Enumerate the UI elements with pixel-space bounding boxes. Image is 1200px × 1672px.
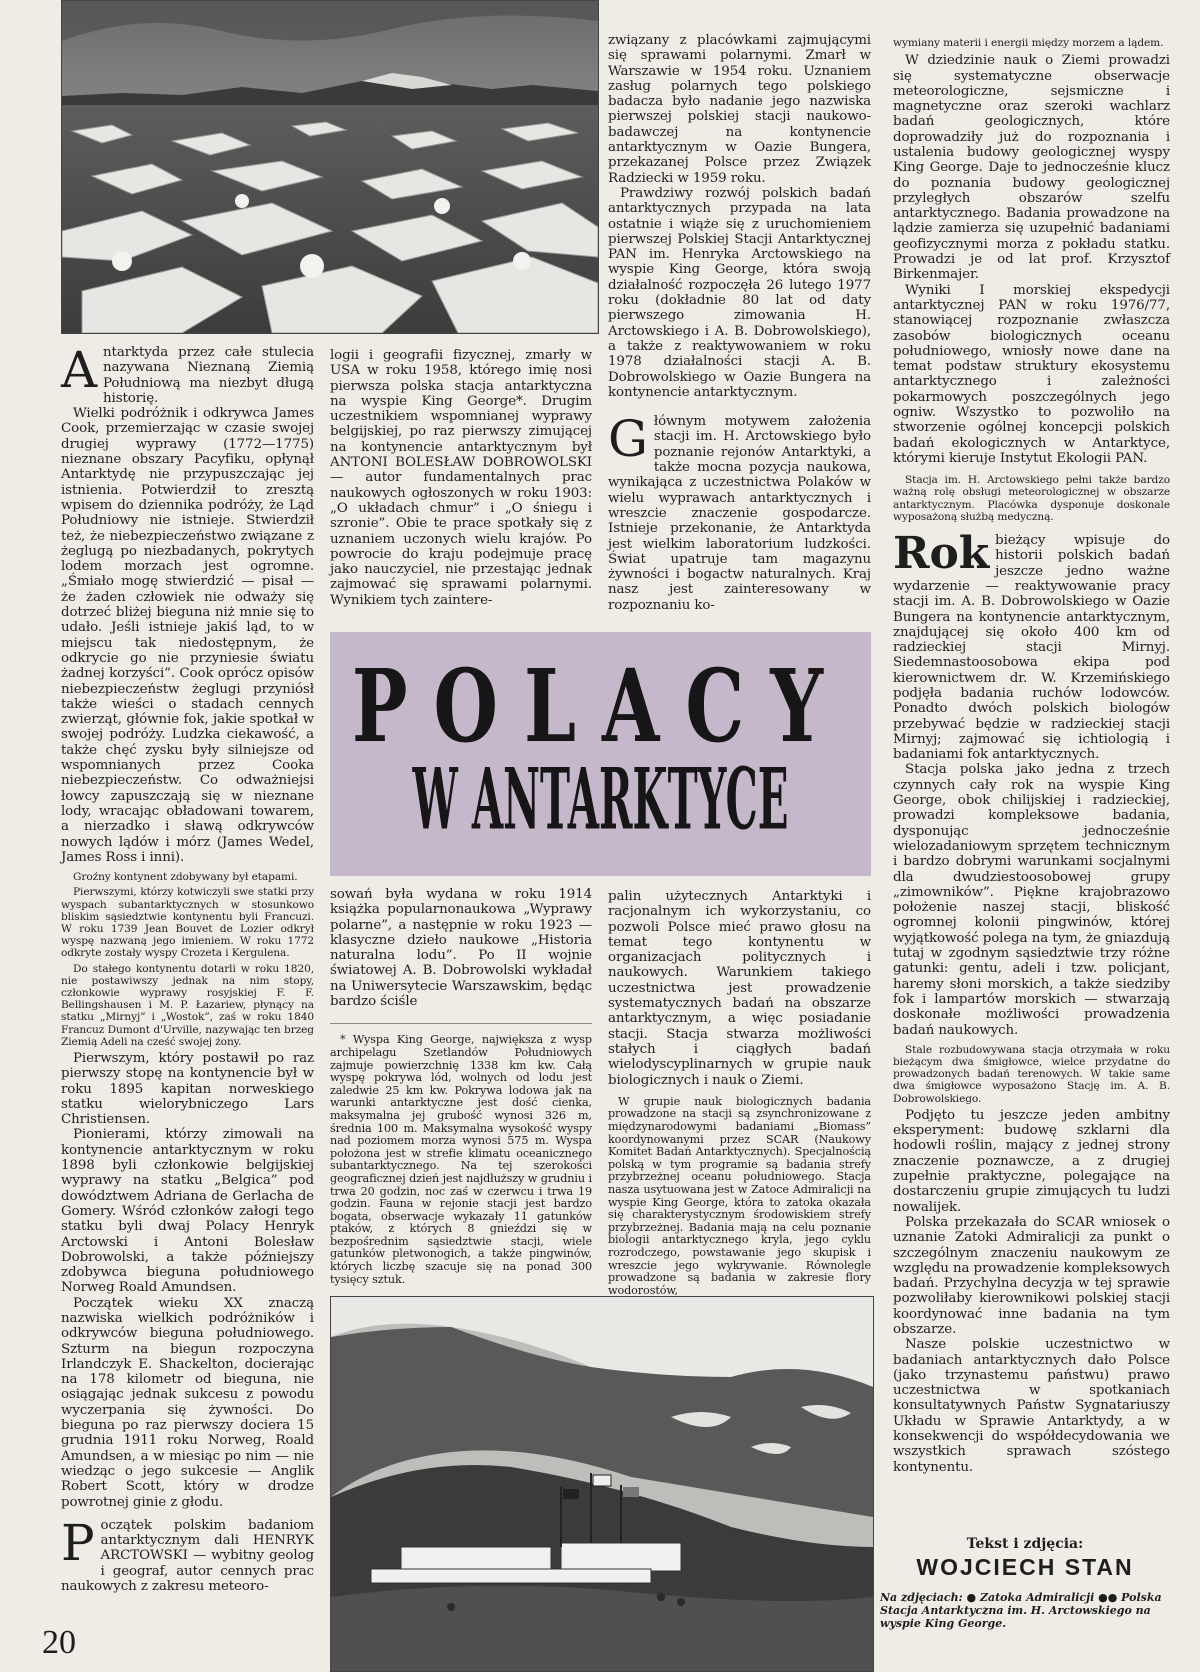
expedition-paragraph: Wyniki I morskiej ekspedycji antarktycznej PAN w roku 1976/77, stanowiącej rozpoznanie zwłaszcza zasobów biologicznych oceanu południowego, wniosły nowe dane na temat podstaw struktury ekosystemu antarktycznego i zależności pokarmowych poszczególnych jego ogniw. Wszystko to pozwoliło na stworzenie ogólnej koncepcji polskich badań ekologicznych w Antarktyce, którymi kieruje Instytut Ekologii PAN. bbox=[893, 282, 1170, 466]
caption-helicopters-text: Stale rozbudowywana stacja otrzymała w roku bieżącym dwa śmigłowce, wielce przydatne do prowadzonych badań terenowych. W takie same dwa śmigłowce wyposażono Stację im. A. B. Dobrowolskiego. bbox=[893, 1043, 1170, 1105]
dropcap-p: P bbox=[61, 1513, 95, 1572]
author-name: WOJCIECH STAN bbox=[916, 1554, 1134, 1580]
scar-paragraph: Polska przekazała do SCAR wniosek o uznanie Zatoki Admiralicji za punkt o szczególnym znaczeniu naukowym ze względu na prowadzenie kompleksowych badań. Przychylna decyzja w tej sprawie pozwoliłaby kierownikowi polskiej stacji koordynować inne badania na tym obszarze. bbox=[893, 1214, 1170, 1337]
biology-note bbox=[608, 1096, 871, 1298]
earth-sciences-paragraph: W dziedzinie nauk o Ziemi prowadzi się systematyczne obserwacje meteorologiczne, sejsmiczne i magnetyczne oraz szeroki wachlarz badań geologicznych, które doprowadziły już do rozpoznania i ustalenia budowy geologicznej wyspy King George. Daje to jednocześnie klucz do poznania budowy geologicznej przyległych obszarów szelfu antarktycznego. Badania prowadzone na lądzie zamierza się uzupełnić badaniami geofizycznymi morza z pokładu statku. Prowadzi je od lat prof. Krzysztof Birkenmajer. bbox=[893, 53, 1170, 283]
headline-line-1: POLACY bbox=[351, 648, 850, 766]
development-paragraph: Prawdziwy rozwój polskich badań antarktycznych przypada na lata ostatnie i wiąże się z uruchomieniem pierwszej Polskiej Stacji Antarktycznej PAN im. Henryka Arctowskiego na wyspie King George, która swoją działalność rozpoczęła 26 lutego 1977 roku (dokładnie 80 lat od daty pierwszego zimowania H. Arctowskiego i A. B. Dobrowolskiego), a także z reaktywowaniem w roku 1978 działalności stacji A. B. Dobrowolskiego w Oazie Bungera na kontynencie antarktycznym. bbox=[608, 185, 871, 400]
arctowski-paragraph: oczątek polskim badaniom antarktycznym dali HENRYK ARCTOWSKI — wybitny geolog i geograf, autor cennych prac naukowych z zakresu meteoro- bbox=[61, 1517, 314, 1595]
belgica-paragraph: Pionierami, którzy zimowali na kontynencie antarktycznym w roku 1898 byli członkowie belgijskiej wyprawy na statku „Belgica” pod dowództwem Adriana de Gerlacha de Gomery. Wśród członków załogi tego statku byli dwaj Polacy Henryk Arctowski i Antoni Bolesław Dobrowolski, a także późniejszy zdobywca bieguna południowego Norweg Roald Amundsen. bbox=[61, 1127, 314, 1296]
intro-paragraph: ntarktyda przez całe stulecia nazywana Nieznaną Ziemią Południową ma niezbyt długą historię. bbox=[103, 345, 314, 406]
footnote-text: * Wyspa King George, największa z wysp archipelagu Szetlandów Południowych zajmuje powierzchnię 1338 km kw. Całą wyspę pokrywa lód, wolnych od lodu jest zaledwie 25 km kw. Pokrywa lodowa jak na warunki antarktyczne jest dość cienka, maksymalna jej grubość wynosi 326 m, średnia 100 m. Maksymalna wysokość wyspy nad poziomem morza wynosi 575 m. Wyspa położona jest w strefie klimatu oceanicznego subantarktycznego. Na tej szerokości geograficznej dzień jest najdłuższy w grudniu i trwa 20 godzin, noc zaś w czerwcu i trwa 19 godzin. Fauna w rejonie stacji jest bardzo bogata, obserwacje wykazały 11 gatunków ptaków, z których 8 gnieździ się w bezpośrednim sąsiedztwie stacji, wiele gatunków pletwonogich, a także pingwinów, których liczbę szacuje się na ponad 300 tysięcy sztuk. bbox=[330, 1033, 592, 1286]
photo-admiralty-bay bbox=[61, 0, 599, 334]
ice-floes-image bbox=[62, 1, 598, 333]
station-paragraph: Stacja polska jako jedna z trzech czynnych cały rok na wyspie King George, obok chilijskiej i radzieckiej, prowadzi kompleksowe badania, dysponując jednocześnie wielozadaniowym sprzętem technicznym i bardzo dobrymi warunkami socjalnymi dla dwudziestoosobowej grupy „zimowników”. Piękne krajobrazowo położenie naszej stacji, bliskość ogromnej kolonii pingwinów, której wyjątkowość polega na tym, że gniazdują tutaj w zgodnym sąsiedztwie trzy różne gatunki: gentu, adeli i tzw. policjant, haremy słoni morskich, a także siedziby fok i lampartów morskich — stwarzają doskonałe możliwości prowadzenia badań naukowych. bbox=[893, 762, 1170, 1038]
minerals-paragraph: palin użytecznych Antarktyki i racjonalnym ich wykorzystaniu, co pozwoli Polsce mieć prawo głosu na temat tego kontynentu w organizacjach politycznych i naukowych. Warunkiem takiego uczestnictwa jest prowadzenie systematycznych badań na obszarze antarktycznym, a więc posiadanie stacji. Stacja stwarza możliwości stałych i ciągłych badań wielodyscyplinarnych w grupie nauk biologicznych i nauk o Ziemi. bbox=[608, 889, 871, 1088]
caption-line: Do stałego kontynentu dotarli w roku 1820, nie postawiwszy jednak na nim stopy, członkowie wyprawy rosyjskiej F. F. Bellingshausen i M. P. Łazariew, płynący na statku „Mirnyj” i „Wostok”, zaś w roku 1840 Francuz Dumont d'Urville, nazywając ten brzeg Ziemią Adeli na cześć swojej żony. bbox=[61, 962, 314, 1048]
footnote-divider bbox=[330, 1023, 592, 1024]
treaty-paragraph: Nasze polskie uczestnictwo w badaniach antarktycznych dało Polsce (jako trzynastemu państwu) prawo uczestnictwa w spotkaniach konsultatywnych Państw Sygnatariuszy Układu w Sprawie Antarktydy, a w konsekwencji do współdecydowania we wszystkich sprawach szóstego kontynentu. bbox=[893, 1337, 1170, 1475]
headline-panel bbox=[330, 632, 871, 876]
greenhouse-paragraph: Podjęto tu jeszcze jeden ambitny eksperyment: budowę szklarni dla hodowli roślin, mający z jednej strony znaczenie poznawcze, a z drugiej zupełnie praktyczne, polegające na dostarczeniu grupie zimujących tu ludzi nowalijek. bbox=[893, 1107, 1170, 1215]
cook-paragraph: Wielki podróżnik i odkrywca James Cook, przemierzając w czasie swojej drugiej wyprawy (1772—1775) nieznane obszary Pacyfiku, opłynął Antarktydę nie przypuszczając jej istnienia. Potwierdził to zresztą wpisem do dziennika podróży, że Ląd Południowy nie istnieje. Stwierdził też, że niebezpieczeństwo związane z żeglugą po niezbadanych, pokrytych lodem morzach jest ogromne. „Śmiało mogę stwierdzić — pisał — że żaden człowiek nie odważy się dotrzeć bliżej bieguna niż mnie się to udało. Jeśli istnieje jakiś ląd, to w miejscu tak niedostępnym, że odkrycie go nie przyniesie światu żadnej korzyści”. Cook oprócz opisów niebezpieczeństw żeglugi przyniósł także wieści o stadach cennych zwierząt, głównie fok, jakie spotkał w swojej podróży. Ludzka ciekawość, a także chęć zysku były silniejsze od wspomnianych przez Cooka niebezpieczeństw. Co odważniejsi łowcy zapuszczają się w nieznane lody, wracając obładowani towarem, a nierzadko i sławą odkrywców nowych lądów i mórz (James Wedel, James Ross i inni). bbox=[61, 406, 314, 865]
photo-arctowski-station bbox=[330, 1296, 874, 1672]
caption-helicopters bbox=[893, 1044, 1170, 1105]
footnote bbox=[330, 1034, 592, 1286]
column-3-top bbox=[608, 33, 871, 613]
caption-line: Groźny kontynent zdobywany był etapami. bbox=[73, 871, 298, 884]
rok-paragraph: bieżący wpisuje do historii polskich badań jeszcze jedno ważne wydarzenie — reaktywowanie pracy stacji im. A. B. Dobrowolskiego w Oazie Bungera na kontynencie antarktycznym, znajdującej się około 400 km od radzieckiej stacji Mirnyj. Siedemnastoosobowa ekipa pod kierownictwem dr. W. Krzemińskiego podjęła badania ruchów lodowców. Ponadto dwóch polskich biologów przebywać będzie w radzieckiej stacji Mirnyj; zajmować się ichtiologią i badaniami fok antarktycznych. bbox=[893, 533, 1170, 763]
caption-line: Pierwszymi, którzy kotwiczyli swe statki przy wyspach subantarktycznych w stosunkowo bliskim sąsiedztwie kontynentu byli Francuzi. W roku 1739 Jean Bouvet de Lozier odkrył wyspę nazwaną jego imieniem. W roku 1772 odkryte zostały wyspy Crozeta i Kergulena. bbox=[61, 886, 314, 960]
dropcap-a: A bbox=[61, 341, 98, 399]
lod-paragraph: sowań była wydana w roku 1914 książka popularnonaukowa „Wyprawy polarne”, a następnie w roku 1923 — klasyczne dzieło naukowe „Historia naturalna lodu”. Po II wojnie światowej A. B. Dobrowolski wykładał na Uniwersytecie Warszawskim, będąc bardzo ściśle bbox=[330, 887, 592, 1010]
caption-meteorology bbox=[893, 474, 1170, 523]
dropcap-g: G bbox=[608, 410, 648, 469]
photo-credits: Na zdjęciach: ● Zatoka Admiralicji ●● Polska Stacja Antarktyczna im. H. Arctowskiego na wyspie King George. bbox=[880, 1591, 1162, 1630]
column-2-bottom bbox=[330, 887, 592, 1286]
headline-line-2: W ANTARKTYCE bbox=[412, 750, 789, 850]
dobrowolski-paragraph: logii i geografii fizycznej, zmarły w USA w roku 1958, którego imię nosi pierwsza polska stacja antarktyczna na wyspie King George*. Drugim uczestnikiem wspomnianej wyprawy belgijskiej, po raz pierwszy zimującej na kontynencie antarktycznym był ANTONI BOLESŁAW DOBROWOLSKI — autor fundamentalnych prac naukowych ogłoszonych w roku 1903: „O układach chmur” i „O śniegu i szronie”. Obie te prace spotkały się z uznaniem uczonych wielu krajów. Po powrocie do kraju podejmuje pracę jako nauczyciel, nie przestając jednak zajmować się sprawami polarnymi. Wynikiem tych zaintere- bbox=[330, 348, 592, 608]
column-4 bbox=[893, 37, 1170, 1475]
column-2-top bbox=[330, 348, 592, 608]
motive-paragraph: łównym motywem założenia stacji im. H. Arctowskiego było poznanie rejonów Antarktyki, a także mocna pozycja naukowa, wynikająca z uczestnictwa Polaków w wielu wyprawach antarktycznych i wreszcie znaczenie gospodarcze. Istnieje przekonanie, że Antarktyda jest wielkim laboratorium ludzkości. Świat upatruje tam magazynu żywności i bogactw naturalnych. Kraj nasz jest zainteresowany w rozpoznaniu ko- bbox=[608, 414, 871, 613]
author-credit bbox=[880, 1536, 1170, 1630]
column-3-bottom bbox=[608, 889, 871, 1297]
caption-meteorology-text: Stacja im. H. Arctowskiego pełni także bardzo ważną rolę obsługi meteorologicznej w obszarze antarktycznym. Placówka dysponuje doskonale wyposażoną służbą medyczną. bbox=[893, 474, 1170, 523]
credit-label: Tekst i zdjęcia: bbox=[966, 1536, 1084, 1552]
page-number: 20 bbox=[42, 1624, 76, 1661]
col4-intro-text: wymiany materii i energii między morzem a lądem. bbox=[893, 37, 1164, 49]
christiensen-paragraph: Pierwszym, który postawił po raz pierwszy stopę na kontynencie był w roku 1895 kapitan norweskiego statku wielorybniczego Lars Christiensen. bbox=[61, 1050, 314, 1128]
station-image bbox=[331, 1297, 873, 1671]
bungera-paragraph: związany z placówkami zajmującymi się sprawami polarnymi. Zmarł w Warszawie w 1954 roku. Uznaniem zasług polarnych tego polskiego badacza było nadanie jego nazwiska pierwszej polskiej stacji naukowo-badawczej na kontynencie antarktycznym w Oazie Bungera, przekazanej Polsce przez Związek Radziecki w 1959 roku. bbox=[608, 33, 871, 186]
biology-note-text: W grupie nauk biologicznych badania prowadzone na stacji są zsynchronizowane z międzynarodowymi badaniami „Biomass” koordynowanymi przez SCAR (Naukowy Komitet Badań Antarktycznych). Specjalnością polską w tym programie są badania strefy przybrzeżnej oceanu południowego. Stacja nasza usytuowana jest w Zatoce Admiralicji na wyspie King George, która to zatoka okazała się charakterystycznym środowiskiem strefy przybrzeżnej. Badania mają na celu poznanie biologii antarktycznego kryla, jego cyklu rozrodczego, powstawanie jego skupisk i wreszcie jego wykrywanie. Równolegle prowadzone są badania w zakresie flory wodorostów, bbox=[608, 1094, 871, 1297]
dropword-rok: Rok bbox=[893, 528, 990, 580]
column-1 bbox=[61, 341, 314, 1595]
caption-block bbox=[61, 871, 314, 1048]
col4-intro bbox=[893, 37, 1170, 49]
amundsen-paragraph: Początek wieku XX znaczą nazwiska wielkich podróżników i odkrywców bieguna południowego. Szturm na biegun rozpoczyna Irlandczyk E. Shackelton, docierając na 178 kilometr od bieguna, nie osiągając jednak sukcesu z powodu wyczerpania się żywności. Do bieguna po raz pierwszy dociera 15 grudnia 1911 roku Norweg, Roald Amundsen, a w miesiąc po nim — nie wiedząc o jego sukcesie — Anglik Robert Scott, który w drodze powrotnej ginie z głodu. bbox=[61, 1295, 314, 1510]
